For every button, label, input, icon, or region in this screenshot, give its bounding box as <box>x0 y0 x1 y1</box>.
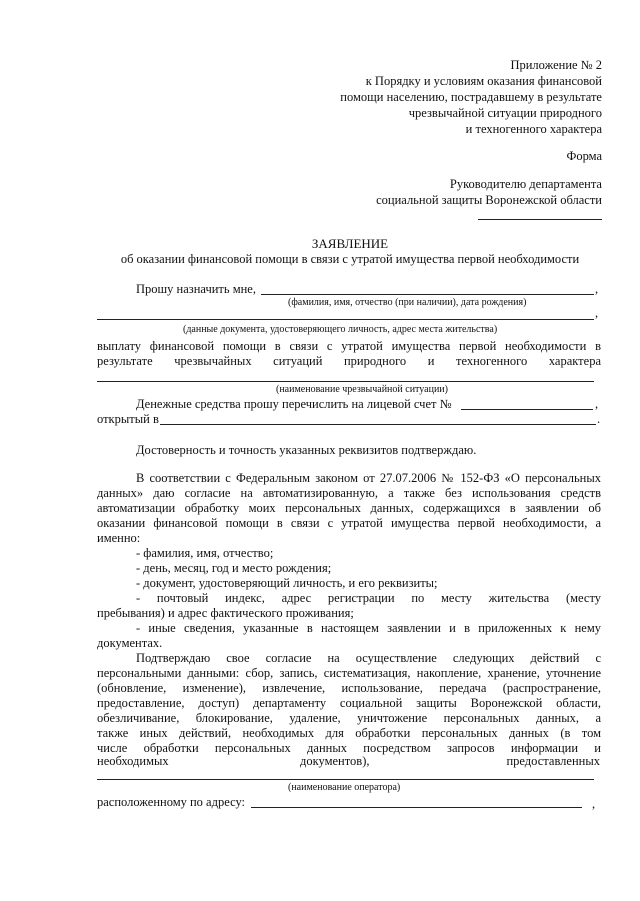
confirm-text: Достоверность и точность указанных реквизитов подтверждаю. <box>136 443 477 457</box>
consent-p2-l1: Подтверждаю свое согласие на осуществление следующих действий с <box>136 651 601 665</box>
opened-prefix: открытый в <box>97 412 159 426</box>
applicant-name-field[interactable] <box>261 294 594 295</box>
item-other-l1: - иные сведения, указанные в настоящем заявлении и в приложенных к нему <box>136 621 601 635</box>
consent-p2-l2: персональными данными: сбор, запись, систематизация, накопление, хранение, уточнение <box>97 666 601 680</box>
consent-p2-l8b: документов), <box>300 754 370 768</box>
appendix-line-4: чрезвычайной ситуации природного <box>408 106 602 120</box>
period-1: . <box>597 412 601 426</box>
appendix-number: Приложение № 2 <box>510 58 602 72</box>
applicant-document-field[interactable] <box>97 319 594 320</box>
appendix-line-5: и техногенного характера <box>465 122 602 136</box>
addressee-signature-line[interactable] <box>478 219 602 220</box>
account-number-field[interactable] <box>461 409 593 410</box>
request-prefix: Прошу назначить мне, <box>136 282 256 296</box>
operator-name-field[interactable] <box>97 779 594 780</box>
address-prefix: расположенному по адресу: <box>97 795 246 809</box>
caption-emergency: (наименование чрезвычайной ситуации) <box>276 384 448 395</box>
emergency-name-field[interactable] <box>97 381 594 382</box>
item-other-l2: документах. <box>97 636 163 650</box>
comma-1: , <box>595 282 599 296</box>
form-label: Форма <box>566 149 602 163</box>
caption-document: (данные документа, удостоверяющего личность, адрес места жительства) <box>183 324 498 335</box>
consent-p2-l4: предоставление, доступ) департаменту социальной защиты Воронежской области, <box>97 696 601 710</box>
consent-p2-l5: обезличивание, блокирование, удаление, уничтожение персональных данных, а <box>97 711 601 725</box>
payment-line-2: результате чрезвычайных ситуаций природного и техногенного характера <box>97 354 601 368</box>
caption-name: (фамилия, имя, отчество (при наличии), дата рождения) <box>288 297 527 308</box>
item-address-l2: пребывания) и адрес фактического проживания; <box>97 606 354 620</box>
consent-p2-l8a: необходимых <box>97 754 169 768</box>
appendix-line-2: к Порядку и условиям оказания финансовой <box>365 74 602 88</box>
addressee-line-1: Руководителю департамента <box>449 177 602 191</box>
consent-p1-l3: автоматизации обработку моих персональных данных, содержащихся в заявлении об <box>97 501 601 515</box>
document-title: ЗАЯВЛЕНИЕ <box>311 236 389 251</box>
comma-2: , <box>595 306 599 320</box>
document-subtitle: об оказании финансовой помощи в связи с утратой имущества первой необходимости <box>120 252 580 266</box>
account-prefix: Денежные средства прошу перечислить на лицевой счет № <box>136 397 452 411</box>
consent-p2-l3: (обновление, изменение), извлечение, использование, передача (распространение, <box>97 681 601 695</box>
item-address-l1: - почтовый индекс, адрес регистрации по месту жительства (месту <box>136 591 601 605</box>
item-id-document: - документ, удостоверяющий личность, и его реквизиты; <box>136 576 438 590</box>
consent-p2-l6: также иных действий, необходимых для обработки персональных данных (в том <box>97 726 601 740</box>
operator-address-field[interactable] <box>251 807 582 808</box>
consent-p2-l7: числе обработки персональных данных посредством запросов информации и <box>97 741 601 755</box>
comma-4: , <box>592 797 596 811</box>
payment-line-1: выплату финансовой помощи в связи с утратой имущества первой необходимости в <box>97 339 601 353</box>
consent-p2-l8c: предоставленных <box>506 754 600 768</box>
consent-p1-l1: В соответствии с Федеральным законом от 27.07.2006 № 152-ФЗ «О персональных <box>136 471 601 485</box>
item-birth: - день, месяц, год и место рождения; <box>136 561 332 575</box>
comma-3: , <box>595 397 599 411</box>
consent-p1-l5: именно: <box>97 531 141 545</box>
consent-p1-l4: оказании финансовой помощи в связи с утратой имущества первой необходимости, а <box>97 516 601 530</box>
bank-name-field[interactable] <box>160 424 596 425</box>
caption-operator: (наименование оператора) <box>288 782 401 793</box>
item-full-name: - фамилия, имя, отчество; <box>136 546 274 560</box>
consent-p1-l2: данных» даю согласие на автоматизированную, а также без использования средств <box>97 486 601 500</box>
appendix-line-3: помощи населению, пострадавшему в результате <box>340 90 602 104</box>
addressee-line-2: социальной защиты Воронежской области <box>376 193 602 207</box>
